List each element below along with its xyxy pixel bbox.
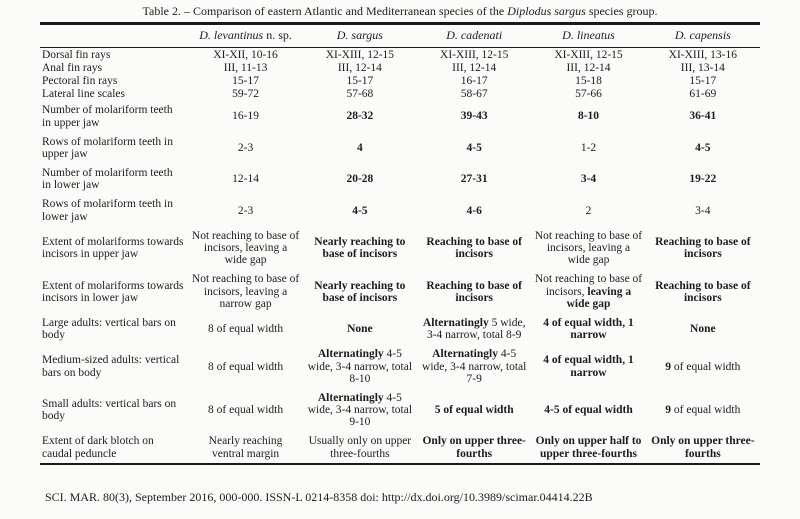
row-label: Number of molariform teeth in lower jaw [42,167,173,192]
table-row [40,388,760,432]
cell-cadenati [417,164,531,195]
cell-value: XI-XIII, 13-16 [668,48,737,61]
cell-levantinus [188,226,302,270]
table-caption [40,4,760,18]
cell-cadenati [417,132,531,163]
cell-value-bold: 4 of equal width, 1 narrow [543,354,634,379]
cell-cadenati [417,226,531,270]
cell-value-bold: 19-22 [689,173,717,186]
cell-capensis [646,164,760,195]
cell-lineatus [531,132,645,163]
species-name-italic: D. sargus [336,28,383,43]
cell-value-bold: 9 [665,404,672,417]
header-empty-cell [40,24,188,48]
cell-levantinus [188,88,302,101]
table-row [40,270,760,314]
column-header-capensis [646,24,760,48]
cell-levantinus [188,48,302,62]
row-label: Lateral line scales [42,88,126,101]
row-label: Rows of molariform teeth in upper jaw [42,135,173,160]
journal-footer-line: SCI. MAR. 80(3), September 2016, 000-000. ISSN-L 0214-8358 doi: http://dx.doi.org/10.3989/scimar.04414.22B [45,490,593,504]
cell-value: 15-17 [689,74,717,87]
table-row [40,432,760,464]
cell-cadenati [417,101,531,132]
cell-capensis [646,388,760,432]
table-row [40,195,760,226]
species-comparison-table [40,22,760,465]
cell-value: 4-5 wide, 3-4 narrow, total 8-10 [307,348,413,385]
cell-value: XI-XIII, 12-15 [440,48,509,61]
table-row [40,313,760,344]
row-label: Extent of molariforms towards incisors in lower jaw [42,279,184,304]
cell-value: 59-72 [232,88,259,101]
cell-value: 2-3 [237,204,254,217]
table-body [40,48,760,465]
cell-value-bold: Alternatingly [422,316,489,329]
cell-value: 4-5 wide, 3-4 narrow, total 9-10 [307,391,413,429]
cell-value-bold: None [347,323,373,336]
cell-lineatus [531,88,645,101]
cell-value: 57-66 [575,88,602,101]
cell-sargus [303,74,417,87]
cell-value: 2 [585,204,592,217]
cell-value-bold: 4-5 [466,141,482,154]
cell-cadenati [417,270,531,314]
cell-value: XI-XII, 10-16 [213,48,278,61]
cell-value: 58-67 [460,88,488,101]
cell-value-bold: Alternatingly [317,391,384,404]
cell-value-bold: 4-6 [466,204,482,217]
cell-lineatus [531,164,645,195]
header-row [40,24,760,48]
cell-sargus [303,61,417,74]
cell-capensis [646,61,760,74]
cell-sargus [303,132,417,163]
cell-cadenati [417,432,531,464]
cell-cadenati [417,345,531,389]
cell-value: 8 of equal width [208,404,284,417]
cell-value: III, 12-14 [452,61,497,74]
table-row [40,74,760,87]
table-row [40,132,760,163]
cell-value: III, 11-13 [223,61,268,74]
cell-lineatus [531,313,645,344]
cell-value-bold: 28-32 [346,110,374,123]
row-label: Anal fin rays [42,61,103,74]
cell-lineatus [531,101,645,132]
cell-value: 16-17 [460,74,488,87]
cell-value-bold: Alternatingly [317,348,384,361]
cell-sargus [303,388,417,432]
cell-cadenati [417,195,531,226]
cell-levantinus [188,388,302,432]
cell-value-bold: 39-43 [460,110,488,123]
cell-capensis [646,74,760,87]
cell-value: Not reaching to base of incisors, [534,273,643,298]
cell-value: 15-17 [346,74,374,87]
table-row [40,164,760,195]
species-name-italic: D. lineatus [562,28,615,43]
cell-value: 4-5 wide, 3-4 narrow, total 7-9 [422,348,527,385]
caption-species-name: Diplodus sargus [507,4,586,18]
cell-cadenati [417,74,531,87]
cell-value-bold: 9 [665,360,672,373]
table-row [40,101,760,132]
cell-lineatus [531,345,645,389]
cell-levantinus [188,270,302,314]
cell-levantinus [188,164,302,195]
cell-capensis [646,132,760,163]
cell-lineatus [531,432,645,464]
cell-sargus [303,226,417,270]
species-name-roman: n. sp. [263,28,292,43]
cell-value: 57-68 [346,88,374,101]
cell-levantinus [188,345,302,389]
cell-value-bold: 27-31 [460,173,488,186]
column-header-sargus [303,24,417,48]
row-label: Pectoral fin rays [42,74,118,87]
column-header-cadenati [417,24,531,48]
cell-capensis [646,432,760,464]
cell-sargus [303,345,417,389]
cell-value: 16-19 [232,110,259,123]
cell-value: 8 of equal width [208,323,284,336]
species-name-italic: D. levantinus [199,28,264,43]
row-label: Medium-sized adults: vertical bars on body [42,354,180,379]
cell-lineatus [531,226,645,270]
cell-sargus [303,313,417,344]
cell-value: Not reaching to base of incisors, leaving a narrow gap [191,273,300,310]
cell-lineatus [531,61,645,74]
cell-value-bold: Reaching to base of incisors [426,279,522,304]
cell-value: III, 13-14 [680,61,725,74]
cell-value-bold: 4-5 [352,204,368,217]
cell-value: 5 wide, 3-4 narrow, total 8-9 [426,316,526,342]
cell-value: 1-2 [580,141,597,154]
cell-value-bold: Only on upper three-fourths [651,435,755,460]
cell-value-bold: 8-10 [577,110,600,123]
cell-value: Nearly reaching ventral margin [208,435,283,460]
cell-value-bold: Only on upper three-fourths [422,435,526,460]
cell-sargus [303,88,417,101]
cell-levantinus [188,101,302,132]
cell-value: 15-17 [232,74,259,87]
cell-value-bold: 4 of equal width, 1 narrow [543,316,634,342]
table-row [40,345,760,389]
cell-value: XI-XIII, 12-15 [554,48,623,61]
cell-levantinus [188,195,302,226]
cell-capensis [646,345,760,389]
cell-capensis [646,226,760,270]
cell-cadenati [417,313,531,344]
cell-sargus [303,48,417,62]
cell-value-bold: leaving a wide gap [566,285,632,310]
row-label: Number of molariform teeth in upper jaw [42,104,173,129]
cell-lineatus [531,74,645,87]
cell-sargus [303,432,417,464]
cell-value: of equal width [671,404,741,417]
cell-cadenati [417,388,531,432]
cell-value: 15-18 [575,74,602,87]
cell-capensis [646,88,760,101]
cell-value: Not reaching to base of incisors, leaving a wide gap [534,229,643,267]
cell-capensis [646,48,760,62]
species-name-italic: D. capensis [674,28,731,43]
cell-sargus [303,164,417,195]
caption-prefix: Table 2. – Comparison of eastern Atlantic and Mediterranean species of the [142,4,508,18]
cell-capensis [646,101,760,132]
cell-value-bold: Alternatingly [432,348,498,361]
row-label: Rows of molariform teeth in lower jaw [42,198,173,223]
cell-value-bold: 4-5 [695,141,711,154]
cell-value: 3-4 [695,204,711,217]
table-row [40,61,760,74]
cell-capensis [646,270,760,314]
table-row [40,226,760,270]
row-label: Large adults: vertical bars on body [42,316,176,342]
cell-value: of equal width [671,360,741,373]
cell-value: 61-69 [689,88,717,101]
row-label: Extent of molariforms towards incisors in upper jaw [42,235,184,261]
cell-value: Usually only on upper three-fourths [308,435,412,460]
cell-value: Not reaching to base of incisors, leaving a wide gap [191,229,300,267]
cell-cadenati [417,48,531,62]
cell-value-bold: Reaching to base of incisors [655,235,751,261]
cell-lineatus [531,195,645,226]
cell-sargus [303,101,417,132]
cell-sargus [303,270,417,314]
cell-value: XI-XIII, 12-15 [325,48,395,61]
row-label: Extent of dark blotch on caudal peduncle [42,435,154,460]
cell-capensis [646,195,760,226]
cell-lineatus [531,388,645,432]
cell-value-bold: Nearly reaching to base of incisors [314,235,406,261]
cell-sargus [303,195,417,226]
cell-value-bold: 36-41 [689,110,717,123]
cell-value-bold: 3-4 [580,173,597,186]
cell-levantinus [188,74,302,87]
column-header-levantinus [188,24,302,48]
cell-lineatus [531,48,645,62]
cell-levantinus [188,61,302,74]
cell-value-bold: None [690,323,716,336]
cell-value: 2-3 [237,141,254,154]
cell-value: III, 12-14 [337,61,382,74]
cell-capensis [646,313,760,344]
cell-value-bold: Only on upper half to upper three-fourths [535,435,642,460]
cell-value-bold: Nearly reaching to base of incisors [314,279,406,304]
cell-value: 8 of equal width [208,360,284,373]
cell-value-bold: 5 of equal width [434,404,514,417]
caption-suffix: species group. [585,4,658,18]
table-header [40,24,760,48]
cell-value-bold: 20-28 [346,173,374,186]
cell-value-bold: Reaching to base of incisors [426,235,522,261]
cell-levantinus [188,132,302,163]
cell-value: 12-14 [232,173,259,186]
cell-levantinus [188,313,302,344]
cell-value: III, 12-14 [566,61,611,74]
table-row [40,88,760,101]
cell-cadenati [417,88,531,101]
cell-lineatus [531,270,645,314]
table-row [40,48,760,62]
cell-levantinus [188,432,302,464]
column-header-lineatus [531,24,645,48]
cell-value-bold: 4 [357,141,363,154]
row-label: Small adults: vertical bars on body [42,398,177,423]
row-label: Dorsal fin rays [42,48,111,61]
cell-value-bold: 4-5 of equal width [544,404,633,417]
cell-cadenati [417,61,531,74]
cell-value-bold: Reaching to base of incisors [655,279,751,304]
species-name-italic: D. cadenati [446,28,503,43]
